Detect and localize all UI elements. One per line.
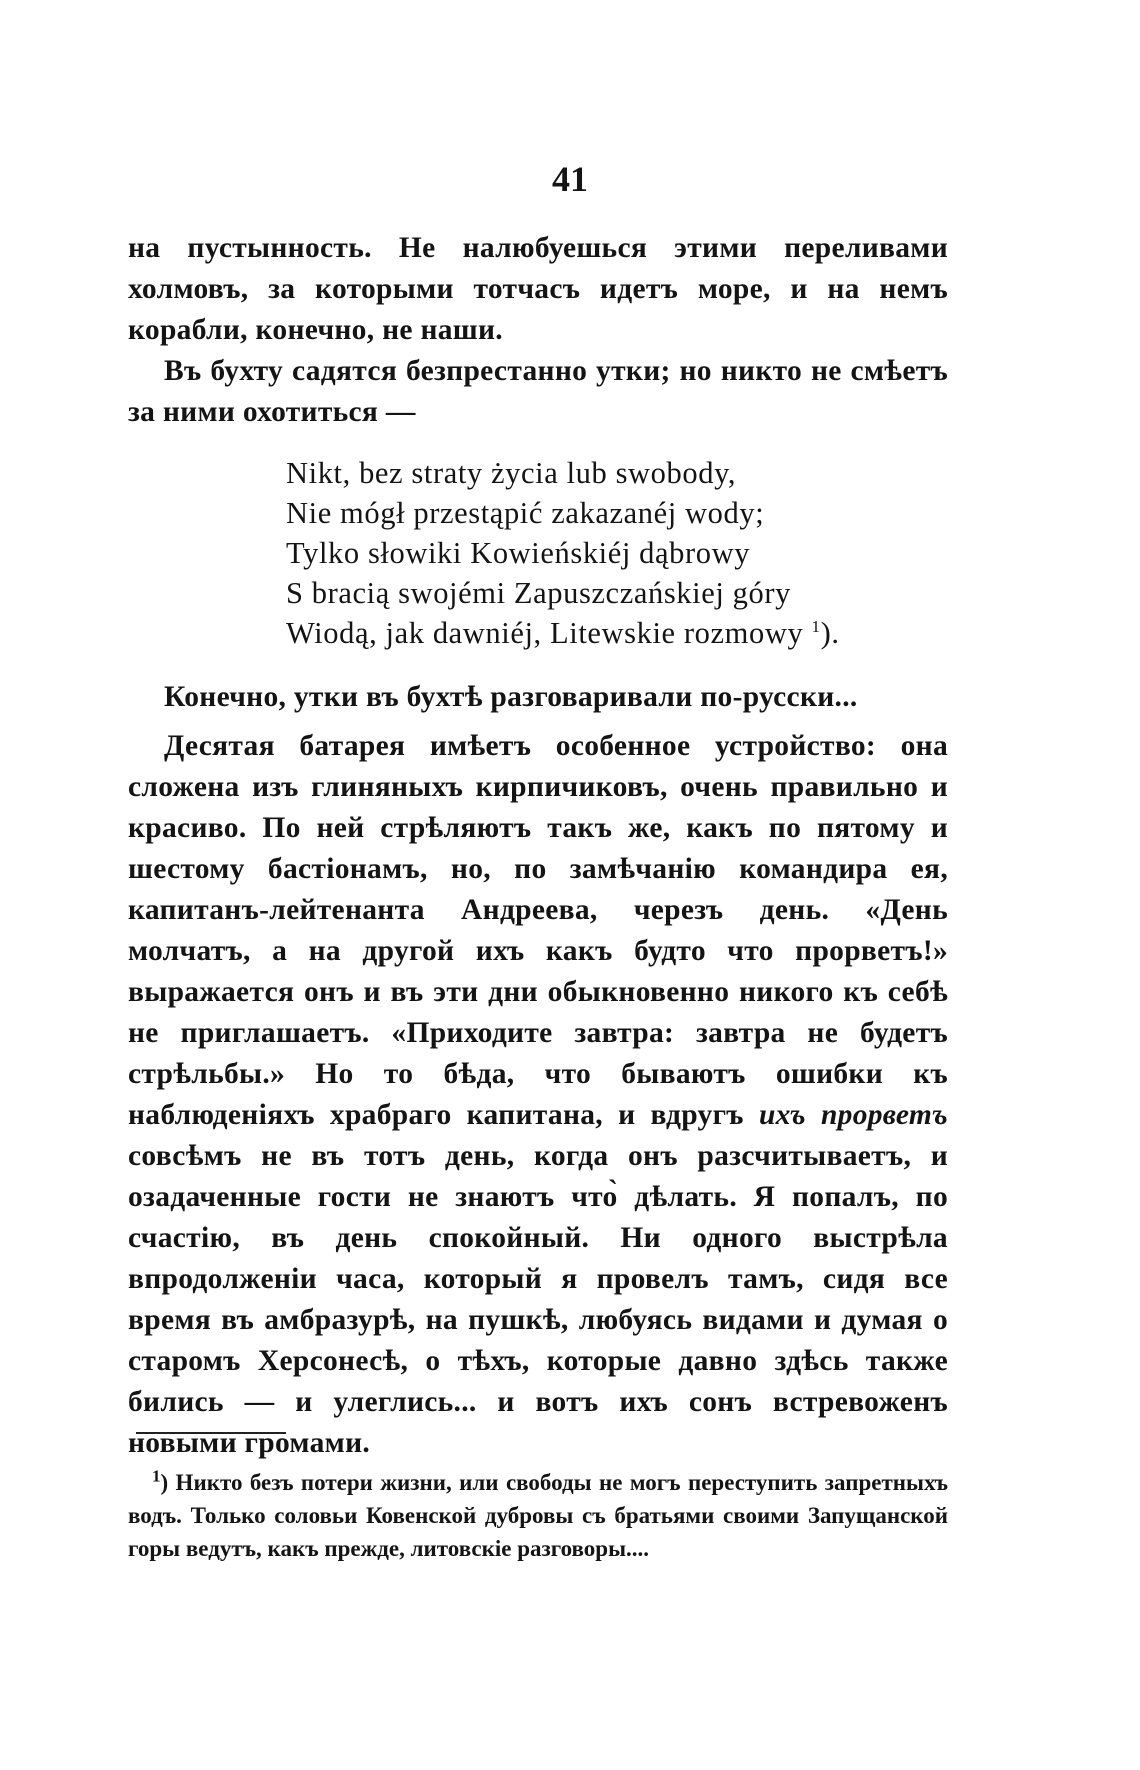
paragraph-1: на пустынность. Не налюбуешься этими переливами холмовъ, за которыми тотчасъ идетъ море, и на немъ корабли, конечно, не наши.	[128, 232, 948, 346]
main-text	[128, 228, 948, 1464]
paragraph-3: Конечно, утки въ бухтѣ разговаривали по-русски...	[164, 681, 858, 713]
polish-verse	[286, 453, 948, 653]
verse-line-1: Nikt, bez straty życia lub swobody,	[286, 456, 737, 490]
paragraph-4-italic: ихъ прорветъ	[758, 1099, 949, 1131]
paragraph-4	[128, 726, 948, 1464]
verse-line-2: Nie mógł przestąpić zakazanéj wody;	[286, 496, 765, 530]
footnote-reference: 1	[811, 616, 821, 636]
footnote	[128, 1466, 948, 1565]
verse-line-4: S bracią swojémi Zapuszczańskiej góry	[286, 576, 791, 610]
footnote-text: ) Никто безъ потери жизни, или свободы не могъ переступить запретныхъ водъ. Только соловьи Ковенской дубровы съ братьями своими Запущанской горы ведутъ, какъ прежде, литовскіе разговоры....	[128, 1470, 948, 1561]
verse-line-3: Tylko słowiki Kowieńskiéj dąbrowy	[286, 536, 751, 570]
page-number: 41	[552, 159, 588, 199]
footnote-mark: 1	[152, 1466, 161, 1486]
verse-line-5-text: Wiodą, jak dawniéj, Litewskie rozmowy	[286, 616, 804, 650]
verse-line-5	[286, 613, 948, 653]
paragraph-4-part-2: совсѣмъ не въ тотъ день, когда онъ разсчитываетъ, и озадаченные гости не знаютъ что̀ дѣлать. Я попалъ, по счастію, въ день спокойный. Ни одного выстрѣла впродолженіи часа, который я провелъ тамъ, сидя все время въ амбразурѣ, на пушкѣ, любуясь видами и думая о старомъ Херсонесѣ, о тѣхъ, которые давно здѣсь также бились — и улеглись... и вотъ ихъ сонъ встревоженъ новыми громами.	[128, 1140, 948, 1459]
paragraph-4-part-1: Десятая батарея имѣетъ особенное устройство: она сложена изъ глиняныхъ кирпичиковъ, очень правильно и красиво. По ней стрѣляютъ такъ же, какъ по пятому и шестому бастіонамъ, но, по замѣчанію командира ея, капитанъ-лейтенанта Андреева, черезъ день. «День молчатъ, а на другой ихъ какъ будто что прорветъ!» выражается онъ и въ эти дни обыкновенно никого къ себѣ не приглашаетъ. «Приходите завтра: завтра не будетъ стрѣльбы.» Но то бѣда, что бываютъ ошибки къ наблюденіяхъ храбраго капитана, и вдругъ	[128, 730, 948, 1131]
paragraph-2: Въ бухту садятся безпрестанно утки; но никто не смѣетъ за ними охотиться —	[128, 355, 948, 428]
footnote-divider	[136, 1432, 286, 1434]
verse-end: ).	[820, 616, 840, 650]
